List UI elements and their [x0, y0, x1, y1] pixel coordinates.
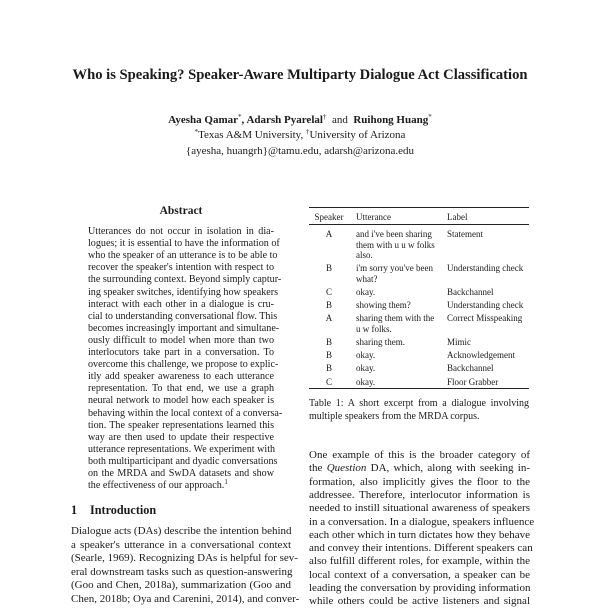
author-and: and	[331, 114, 348, 126]
abstract-line: overcome this challenge, we propose to explic-	[88, 359, 279, 371]
abstract-line: becomes increasingly important and simultane-	[88, 322, 280, 334]
affiliation-mark: *	[194, 128, 199, 136]
abstract-line: representation. To that end, we use a graph	[88, 383, 274, 395]
affiliation-mark: *	[238, 113, 242, 121]
body-line: and convey their intentions. Different speakers can	[309, 542, 533, 555]
abstract-line: recover the speaker's intention with respect to	[88, 262, 274, 274]
abstract-line: cial to understanding conversational flow. This	[88, 310, 278, 322]
affiliations	[0, 129, 600, 141]
cell-label: Correct Misspeaking	[447, 313, 523, 324]
abstract-line: itly add speaker awareness to each utterance	[88, 371, 274, 383]
cell-utterance: sharing them.	[356, 337, 405, 347]
author-name: Ayesha Qamar	[168, 114, 239, 126]
table-header-utterance: Utterance	[356, 212, 391, 222]
cell-label: Understanding check	[447, 300, 524, 311]
affiliation-mark: †	[322, 113, 327, 121]
introduction-line: (Searle, 1969). Recognizing DAs is helpful for sev-	[71, 552, 298, 565]
abstract-line: interact with each other in a dialogue is cru-	[88, 298, 274, 310]
cell-utterance: okay.	[356, 363, 376, 374]
abstract-line: both multiparticipant and dyadic conversations	[88, 455, 278, 467]
author-list	[0, 114, 600, 126]
cell-utterance: showing them?	[356, 300, 411, 311]
cell-utterance: also.	[356, 250, 373, 260]
section-heading-introduction	[71, 503, 156, 518]
abstract-line: on the MRDA and SwDA datasets and show	[88, 468, 274, 479]
cell-speaker: B	[325, 337, 332, 347]
body-line: also fulfill different roles, for example, within the	[309, 555, 530, 568]
table-top-rule	[309, 207, 529, 208]
abstract-line: ously difficult to model when more than two	[88, 334, 274, 346]
cell-utterance: okay.	[356, 350, 376, 361]
introduction-line: Dialogue acts (DAs) describe the intention behind	[71, 525, 292, 537]
cell-label: Mimic	[447, 337, 471, 347]
abstract-line: logues; it is essential to have the information of	[88, 238, 280, 250]
cell-label: Backchannel	[447, 363, 494, 374]
affiliation: University of Arizona	[309, 129, 406, 141]
cell-speaker: B	[325, 300, 332, 311]
body-line: One example of this is the broader category of	[309, 449, 530, 461]
cell-label: Backchannel	[447, 286, 494, 297]
abstract-line: Utterances do not occur in isolation in dia-	[88, 226, 274, 237]
abstract-line: interlocutors take part in a conversation. To	[88, 347, 274, 358]
cell-label: Understanding check	[447, 263, 524, 274]
cell-speaker: C	[325, 376, 332, 387]
abstract-line: who the speaker of an utterance is to be able to	[88, 250, 278, 262]
cell-label: Acknowledgement	[447, 350, 515, 361]
author-name: Adarsh Pyarelal	[246, 114, 323, 126]
cell-label: Statement	[447, 229, 483, 239]
affiliation-mark: *	[428, 113, 432, 121]
section-title: Introduction	[90, 503, 157, 517]
table-header-rule	[309, 224, 529, 225]
cell-utterance: okay.	[356, 286, 376, 297]
cell-utterance: sharing them with the	[356, 313, 435, 324]
abstract-line: tion. The speaker representations learned this	[88, 419, 274, 431]
affiliation: Texas A&M University,	[198, 129, 304, 141]
cell-utterance: and i've been sharing	[356, 229, 432, 239]
abstract-line: the effectiveness of our approach.$^1$	[88, 478, 228, 492]
affiliation-mark: †	[305, 128, 310, 136]
body-line: formation, also implicitly gives the floor to the	[309, 475, 530, 488]
cell-utterance: i'm sorry you've been	[356, 263, 433, 274]
abstract-line: ing speaker switches, identifying how speakers	[88, 286, 279, 298]
body-line: needed to instill situational awareness of speakers	[309, 502, 530, 515]
cell-utterance: them with u u w folks	[356, 239, 435, 250]
cell-utterance: okay.	[356, 376, 376, 387]
body-line: leading the conversation by providing information	[309, 582, 531, 594]
introduction-line: eral downstream tasks such as question-answering	[71, 565, 293, 578]
section-number: 1	[71, 503, 78, 517]
author-emails: {ayesha, huangrh}@tamu.edu, adarsh@arizona.edu	[185, 145, 415, 157]
introduction-line: Chen, 2018b; Oya and Carenini, 2014), and conver-	[71, 593, 300, 605]
paper-title: Who is Speaking? Speaker-Aware Multiparty Dialogue Act Classification	[72, 67, 528, 83]
abstract-line: utterance representations. We experiment with	[88, 443, 276, 455]
author-name: Ruihong Huang	[353, 114, 429, 126]
body-line: while others could be active listeners and signal	[309, 595, 530, 608]
abstract-line: the surrounding context. Beyond simply captur-	[88, 274, 282, 286]
author-separator: ,	[241, 114, 247, 126]
body-line: each other which in turn dictates how they behave	[309, 528, 530, 541]
cell-speaker: B	[325, 363, 332, 374]
introduction-line: (Goo and Chen, 2018a), summarization (Goo and	[71, 579, 291, 592]
footnote-mark: 1	[224, 478, 228, 487]
table-bottom-rule	[309, 388, 529, 389]
introduction-line: a speaker's utterance in a conversational context	[71, 538, 291, 551]
abstract-line: way are then used to update their respective	[88, 431, 274, 443]
abstract-line: neural network to model how each speaker is	[88, 395, 274, 407]
table-header-label: Label	[447, 212, 468, 222]
cell-speaker: C	[325, 286, 332, 297]
table-header-speaker: Speaker	[314, 212, 344, 222]
caption-line: Table 1: A short excerpt from a dialogue involving	[309, 398, 529, 409]
cell-utterance: what?	[356, 273, 378, 284]
cell-speaker: A	[325, 229, 333, 239]
cell-utterance: u w folks.	[356, 323, 392, 334]
cell-speaker: B	[325, 263, 332, 274]
cell-speaker: A	[325, 313, 333, 324]
caption-line: multiple speakers from the MRDA corpus.	[309, 410, 480, 422]
body-line: in a conversation. In a dialogue, speakers influence	[309, 515, 535, 528]
cell-label: Floor Grabber	[447, 376, 499, 387]
body-line: local context of a conversation, a speaker can be	[309, 568, 530, 581]
cell-speaker: B	[325, 350, 332, 361]
abstract-line: behaving within the local context of a conversa-	[88, 407, 283, 419]
body-line: the Question DA, which, along with seeking in-	[309, 462, 530, 475]
abstract-heading: Abstract	[159, 205, 203, 217]
body-line: addressee. Therefore, interlocutor information is	[309, 488, 530, 501]
